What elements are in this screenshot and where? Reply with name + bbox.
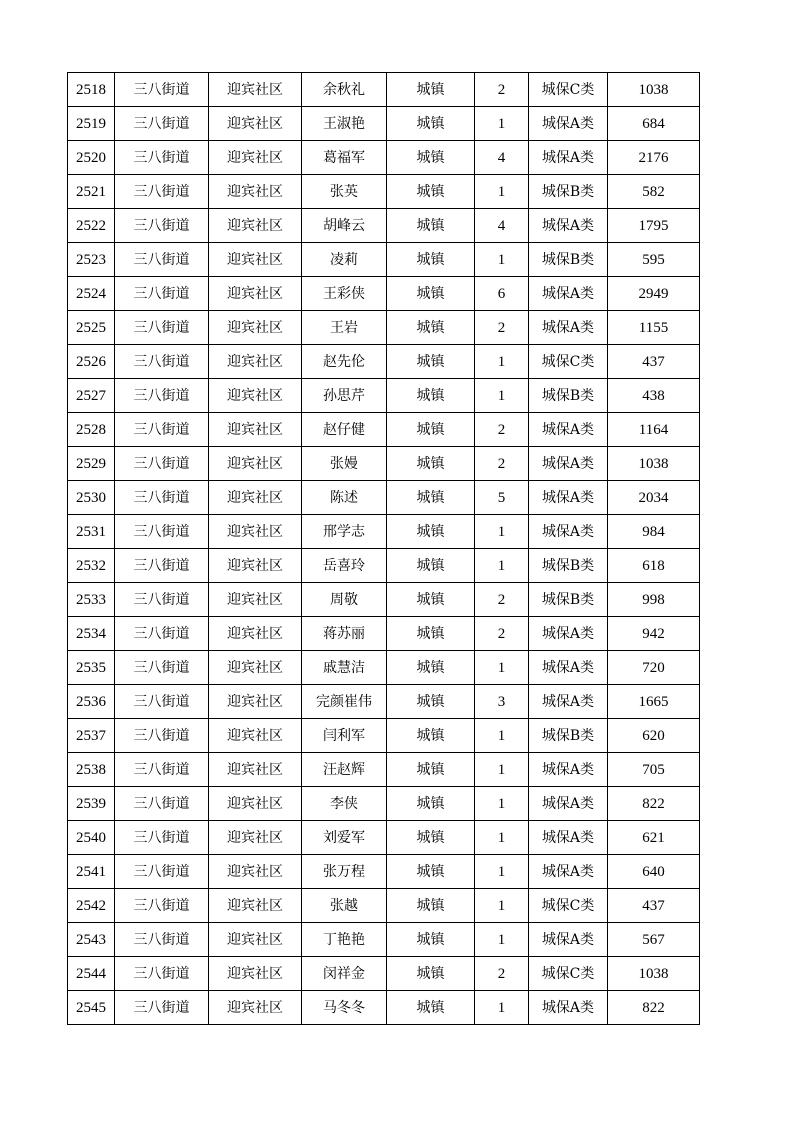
table-row	[68, 277, 700, 311]
cell-serial-number: 2521	[68, 175, 115, 209]
table-row	[68, 209, 700, 243]
cell-person-name: 张嫚	[302, 447, 387, 481]
cell-household-type: 城镇	[387, 753, 475, 787]
cell-insurance-category: 城保A类	[529, 515, 608, 549]
cell-serial-number: 2541	[68, 855, 115, 889]
table-row	[68, 481, 700, 515]
cell-household-type: 城镇	[387, 957, 475, 991]
cell-subdistrict: 三八街道	[115, 991, 209, 1025]
cell-amount: 1038	[608, 447, 700, 481]
cell-insurance-category: 城保C类	[529, 957, 608, 991]
cell-amount: 2034	[608, 481, 700, 515]
cell-household-type: 城镇	[387, 719, 475, 753]
cell-community: 迎宾社区	[209, 209, 302, 243]
cell-insurance-category: 城保A类	[529, 685, 608, 719]
cell-amount: 1795	[608, 209, 700, 243]
cell-subdistrict: 三八街道	[115, 107, 209, 141]
cell-insurance-category: 城保B类	[529, 175, 608, 209]
cell-person-name: 岳喜玲	[302, 549, 387, 583]
cell-amount: 1038	[608, 73, 700, 107]
cell-serial-number: 2529	[68, 447, 115, 481]
cell-amount: 2176	[608, 141, 700, 175]
cell-household-size: 1	[475, 345, 529, 379]
cell-household-type: 城镇	[387, 413, 475, 447]
cell-amount: 582	[608, 175, 700, 209]
cell-community: 迎宾社区	[209, 855, 302, 889]
cell-insurance-category: 城保A类	[529, 753, 608, 787]
table-row	[68, 957, 700, 991]
cell-person-name: 王淑艳	[302, 107, 387, 141]
cell-amount: 621	[608, 821, 700, 855]
cell-household-size: 1	[475, 175, 529, 209]
cell-person-name: 刘爱军	[302, 821, 387, 855]
cell-person-name: 陈述	[302, 481, 387, 515]
table-row	[68, 923, 700, 957]
cell-serial-number: 2527	[68, 379, 115, 413]
cell-household-size: 1	[475, 107, 529, 141]
table-row	[68, 107, 700, 141]
cell-subdistrict: 三八街道	[115, 141, 209, 175]
cell-serial-number: 2543	[68, 923, 115, 957]
roster-table-body	[68, 73, 700, 1025]
table-row	[68, 73, 700, 107]
table-row	[68, 311, 700, 345]
cell-insurance-category: 城保A类	[529, 447, 608, 481]
table-row	[68, 549, 700, 583]
cell-amount: 1038	[608, 957, 700, 991]
cell-subdistrict: 三八街道	[115, 923, 209, 957]
cell-household-size: 5	[475, 481, 529, 515]
cell-amount: 1665	[608, 685, 700, 719]
cell-subdistrict: 三八街道	[115, 855, 209, 889]
cell-subdistrict: 三八街道	[115, 311, 209, 345]
cell-person-name: 丁艳艳	[302, 923, 387, 957]
cell-subdistrict: 三八街道	[115, 583, 209, 617]
cell-community: 迎宾社区	[209, 719, 302, 753]
cell-subdistrict: 三八街道	[115, 753, 209, 787]
cell-serial-number: 2536	[68, 685, 115, 719]
cell-subdistrict: 三八街道	[115, 209, 209, 243]
cell-amount: 684	[608, 107, 700, 141]
cell-serial-number: 2523	[68, 243, 115, 277]
cell-household-type: 城镇	[387, 889, 475, 923]
cell-community: 迎宾社区	[209, 379, 302, 413]
cell-subdistrict: 三八街道	[115, 175, 209, 209]
cell-amount: 618	[608, 549, 700, 583]
cell-person-name: 赵仔健	[302, 413, 387, 447]
table-row	[68, 617, 700, 651]
cell-subdistrict: 三八街道	[115, 447, 209, 481]
cell-person-name: 邢学志	[302, 515, 387, 549]
cell-household-size: 1	[475, 243, 529, 277]
cell-subdistrict: 三八街道	[115, 481, 209, 515]
cell-person-name: 胡峰云	[302, 209, 387, 243]
cell-household-size: 4	[475, 141, 529, 175]
cell-subdistrict: 三八街道	[115, 379, 209, 413]
cell-household-size: 1	[475, 855, 529, 889]
cell-serial-number: 2533	[68, 583, 115, 617]
cell-community: 迎宾社区	[209, 277, 302, 311]
cell-amount: 822	[608, 787, 700, 821]
cell-person-name: 张英	[302, 175, 387, 209]
table-row	[68, 991, 700, 1025]
cell-person-name: 周敬	[302, 583, 387, 617]
cell-community: 迎宾社区	[209, 651, 302, 685]
cell-amount: 1155	[608, 311, 700, 345]
cell-community: 迎宾社区	[209, 141, 302, 175]
cell-household-size: 1	[475, 753, 529, 787]
cell-insurance-category: 城保C类	[529, 73, 608, 107]
cell-household-size: 1	[475, 787, 529, 821]
cell-serial-number: 2526	[68, 345, 115, 379]
cell-community: 迎宾社区	[209, 583, 302, 617]
cell-insurance-category: 城保B类	[529, 243, 608, 277]
cell-community: 迎宾社区	[209, 311, 302, 345]
cell-insurance-category: 城保B类	[529, 549, 608, 583]
cell-serial-number: 2544	[68, 957, 115, 991]
cell-amount: 998	[608, 583, 700, 617]
cell-household-type: 城镇	[387, 345, 475, 379]
cell-household-type: 城镇	[387, 447, 475, 481]
cell-household-size: 1	[475, 515, 529, 549]
cell-serial-number: 2539	[68, 787, 115, 821]
cell-community: 迎宾社区	[209, 481, 302, 515]
cell-insurance-category: 城保A类	[529, 821, 608, 855]
cell-household-type: 城镇	[387, 175, 475, 209]
cell-insurance-category: 城保B类	[529, 583, 608, 617]
cell-household-size: 2	[475, 447, 529, 481]
cell-subdistrict: 三八街道	[115, 515, 209, 549]
cell-community: 迎宾社区	[209, 617, 302, 651]
table-row	[68, 447, 700, 481]
cell-household-size: 1	[475, 991, 529, 1025]
cell-person-name: 孙思芹	[302, 379, 387, 413]
cell-amount: 942	[608, 617, 700, 651]
cell-household-type: 城镇	[387, 583, 475, 617]
cell-household-size: 1	[475, 821, 529, 855]
cell-insurance-category: 城保A类	[529, 787, 608, 821]
cell-serial-number: 2530	[68, 481, 115, 515]
cell-subdistrict: 三八街道	[115, 243, 209, 277]
cell-amount: 984	[608, 515, 700, 549]
cell-amount: 1164	[608, 413, 700, 447]
cell-household-size: 1	[475, 719, 529, 753]
cell-insurance-category: 城保A类	[529, 141, 608, 175]
table-row	[68, 753, 700, 787]
cell-household-type: 城镇	[387, 481, 475, 515]
cell-subdistrict: 三八街道	[115, 719, 209, 753]
cell-amount: 822	[608, 991, 700, 1025]
cell-amount: 437	[608, 889, 700, 923]
cell-subdistrict: 三八街道	[115, 549, 209, 583]
cell-insurance-category: 城保A类	[529, 481, 608, 515]
cell-serial-number: 2531	[68, 515, 115, 549]
cell-subdistrict: 三八街道	[115, 413, 209, 447]
cell-community: 迎宾社区	[209, 447, 302, 481]
cell-amount: 438	[608, 379, 700, 413]
cell-serial-number: 2518	[68, 73, 115, 107]
cell-amount: 2949	[608, 277, 700, 311]
cell-amount: 705	[608, 753, 700, 787]
cell-subdistrict: 三八街道	[115, 821, 209, 855]
table-row	[68, 855, 700, 889]
cell-household-size: 1	[475, 379, 529, 413]
table-row	[68, 719, 700, 753]
cell-insurance-category: 城保A类	[529, 991, 608, 1025]
cell-household-size: 2	[475, 583, 529, 617]
table-row	[68, 379, 700, 413]
cell-household-type: 城镇	[387, 821, 475, 855]
cell-serial-number: 2540	[68, 821, 115, 855]
cell-household-size: 2	[475, 617, 529, 651]
table-row	[68, 889, 700, 923]
cell-subdistrict: 三八街道	[115, 787, 209, 821]
cell-household-type: 城镇	[387, 855, 475, 889]
cell-household-type: 城镇	[387, 617, 475, 651]
cell-community: 迎宾社区	[209, 821, 302, 855]
table-row	[68, 821, 700, 855]
table-row	[68, 141, 700, 175]
cell-amount: 437	[608, 345, 700, 379]
cell-serial-number: 2538	[68, 753, 115, 787]
cell-household-type: 城镇	[387, 209, 475, 243]
cell-insurance-category: 城保A类	[529, 311, 608, 345]
cell-household-type: 城镇	[387, 243, 475, 277]
cell-amount: 720	[608, 651, 700, 685]
cell-insurance-category: 城保B类	[529, 379, 608, 413]
table-row	[68, 515, 700, 549]
cell-community: 迎宾社区	[209, 991, 302, 1025]
cell-community: 迎宾社区	[209, 107, 302, 141]
cell-person-name: 完颜崔伟	[302, 685, 387, 719]
cell-serial-number: 2528	[68, 413, 115, 447]
cell-household-type: 城镇	[387, 685, 475, 719]
cell-subdistrict: 三八街道	[115, 957, 209, 991]
table-row	[68, 583, 700, 617]
cell-community: 迎宾社区	[209, 787, 302, 821]
cell-household-size: 4	[475, 209, 529, 243]
cell-serial-number: 2522	[68, 209, 115, 243]
cell-person-name: 蒋苏丽	[302, 617, 387, 651]
cell-insurance-category: 城保A类	[529, 651, 608, 685]
cell-person-name: 张万程	[302, 855, 387, 889]
cell-community: 迎宾社区	[209, 243, 302, 277]
roster-table	[67, 72, 700, 1025]
cell-person-name: 凌莉	[302, 243, 387, 277]
cell-household-type: 城镇	[387, 923, 475, 957]
cell-community: 迎宾社区	[209, 73, 302, 107]
cell-serial-number: 2524	[68, 277, 115, 311]
cell-serial-number: 2535	[68, 651, 115, 685]
cell-community: 迎宾社区	[209, 345, 302, 379]
cell-person-name: 王彩侠	[302, 277, 387, 311]
cell-community: 迎宾社区	[209, 889, 302, 923]
cell-insurance-category: 城保C类	[529, 889, 608, 923]
table-row	[68, 175, 700, 209]
cell-household-size: 2	[475, 957, 529, 991]
cell-person-name: 赵先伦	[302, 345, 387, 379]
cell-household-size: 6	[475, 277, 529, 311]
cell-household-type: 城镇	[387, 379, 475, 413]
cell-community: 迎宾社区	[209, 753, 302, 787]
cell-subdistrict: 三八街道	[115, 889, 209, 923]
cell-subdistrict: 三八街道	[115, 345, 209, 379]
cell-community: 迎宾社区	[209, 957, 302, 991]
cell-household-type: 城镇	[387, 311, 475, 345]
cell-serial-number: 2520	[68, 141, 115, 175]
cell-person-name: 闫利军	[302, 719, 387, 753]
cell-insurance-category: 城保A类	[529, 855, 608, 889]
cell-serial-number: 2532	[68, 549, 115, 583]
cell-household-type: 城镇	[387, 651, 475, 685]
cell-insurance-category: 城保A类	[529, 923, 608, 957]
cell-subdistrict: 三八街道	[115, 617, 209, 651]
cell-insurance-category: 城保A类	[529, 209, 608, 243]
cell-serial-number: 2537	[68, 719, 115, 753]
cell-community: 迎宾社区	[209, 549, 302, 583]
cell-insurance-category: 城保A类	[529, 107, 608, 141]
cell-household-type: 城镇	[387, 515, 475, 549]
cell-person-name: 汪赵辉	[302, 753, 387, 787]
cell-household-size: 3	[475, 685, 529, 719]
cell-person-name: 李侠	[302, 787, 387, 821]
cell-person-name: 戚慧洁	[302, 651, 387, 685]
cell-person-name: 葛福军	[302, 141, 387, 175]
cell-person-name: 王岩	[302, 311, 387, 345]
cell-community: 迎宾社区	[209, 515, 302, 549]
cell-household-size: 1	[475, 889, 529, 923]
cell-household-size: 1	[475, 651, 529, 685]
table-row	[68, 685, 700, 719]
cell-serial-number: 2542	[68, 889, 115, 923]
cell-household-size: 1	[475, 923, 529, 957]
cell-serial-number: 2525	[68, 311, 115, 345]
cell-person-name: 张越	[302, 889, 387, 923]
cell-serial-number: 2519	[68, 107, 115, 141]
cell-amount: 620	[608, 719, 700, 753]
table-row	[68, 243, 700, 277]
cell-community: 迎宾社区	[209, 923, 302, 957]
cell-amount: 640	[608, 855, 700, 889]
table-row	[68, 413, 700, 447]
cell-amount: 595	[608, 243, 700, 277]
cell-household-size: 1	[475, 549, 529, 583]
cell-community: 迎宾社区	[209, 685, 302, 719]
cell-insurance-category: 城保A类	[529, 277, 608, 311]
cell-serial-number: 2534	[68, 617, 115, 651]
cell-insurance-category: 城保C类	[529, 345, 608, 379]
cell-household-type: 城镇	[387, 787, 475, 821]
cell-amount: 567	[608, 923, 700, 957]
cell-household-type: 城镇	[387, 141, 475, 175]
table-row	[68, 651, 700, 685]
cell-community: 迎宾社区	[209, 413, 302, 447]
table-row	[68, 345, 700, 379]
table-row	[68, 787, 700, 821]
cell-community: 迎宾社区	[209, 175, 302, 209]
cell-household-type: 城镇	[387, 277, 475, 311]
cell-insurance-category: 城保B类	[529, 719, 608, 753]
cell-household-size: 2	[475, 413, 529, 447]
cell-subdistrict: 三八街道	[115, 651, 209, 685]
cell-household-size: 2	[475, 311, 529, 345]
cell-household-type: 城镇	[387, 549, 475, 583]
cell-household-type: 城镇	[387, 107, 475, 141]
cell-person-name: 闵祥金	[302, 957, 387, 991]
cell-household-size: 2	[475, 73, 529, 107]
cell-household-type: 城镇	[387, 73, 475, 107]
cell-subdistrict: 三八街道	[115, 685, 209, 719]
cell-household-type: 城镇	[387, 991, 475, 1025]
cell-insurance-category: 城保A类	[529, 413, 608, 447]
cell-person-name: 马冬冬	[302, 991, 387, 1025]
cell-person-name: 余秋礼	[302, 73, 387, 107]
cell-insurance-category: 城保A类	[529, 617, 608, 651]
cell-subdistrict: 三八街道	[115, 277, 209, 311]
cell-subdistrict: 三八街道	[115, 73, 209, 107]
cell-serial-number: 2545	[68, 991, 115, 1025]
